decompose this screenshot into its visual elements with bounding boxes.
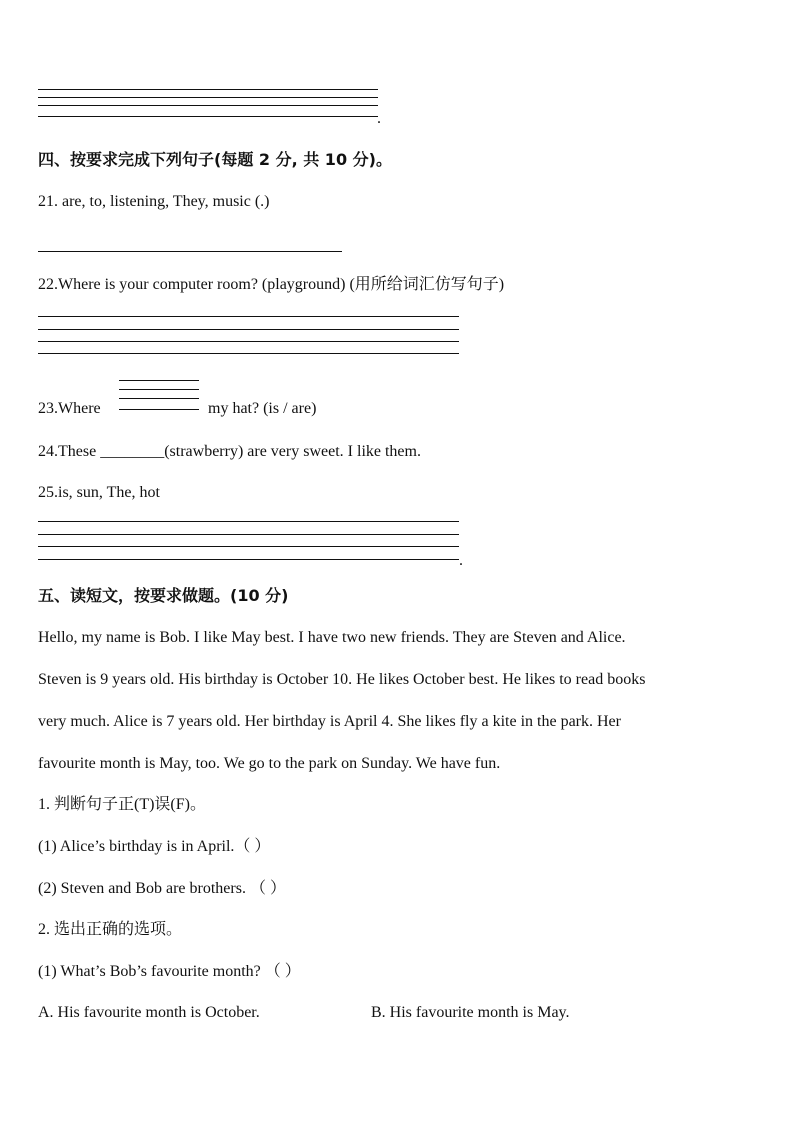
question-23-prefix: 23.Where xyxy=(38,400,101,417)
answer-line xyxy=(38,97,378,98)
answer-line-22[interactable] xyxy=(38,329,459,330)
blank-line-23[interactable] xyxy=(119,380,199,381)
answer-line-22[interactable] xyxy=(38,316,459,317)
passage-line: favourite month is May, too. We go to the park on Sunday. We have fun. xyxy=(38,755,501,772)
answer-line xyxy=(38,116,378,117)
answer-line-22[interactable] xyxy=(38,341,459,342)
passage-line: very much. Alice is 7 years old. Her birthday is April 4. She likes fly a kite in the park. Her xyxy=(38,713,621,730)
passage-line: Steven is 9 years old. His birthday is October 10. He likes October best. He likes to read books xyxy=(38,671,646,688)
question-22: 22.Where is your computer room? (playground) (用所给词汇仿写句子) xyxy=(38,276,505,293)
section5-heading: 五、读短文，按要求做题。(10 分) xyxy=(38,586,289,605)
section4-heading: 四、按要求完成下列句子(每题 2 分, 共 10 分)。 xyxy=(38,150,392,169)
answer-line xyxy=(38,105,378,106)
part2-question-1: (1) What’s Bob’s favourite month? （ ） xyxy=(38,963,301,980)
part1-item-2: (2) Steven and Bob are brothers. （ ） xyxy=(38,880,286,897)
part1-title: 1. 判断句子正(T)误(F)。 xyxy=(38,796,206,813)
question-21: 21. are, to, listening, They, music (.) xyxy=(38,193,270,210)
option-a: A. His favourite month is October. xyxy=(38,1004,260,1021)
line-end-dot: . xyxy=(459,552,463,569)
question-25: 25.is, sun, The, hot xyxy=(38,484,160,501)
passage-line: Hello, my name is Bob. I like May best. I have two new friends. They are Steven and Alice. xyxy=(38,629,626,646)
blank-line-23[interactable] xyxy=(119,409,199,410)
blank-line-23[interactable] xyxy=(119,389,199,390)
part1-item-1: (1) Alice’s birthday is in April.（ ） xyxy=(38,838,271,855)
answer-line xyxy=(38,89,378,90)
line-end-dot: . xyxy=(377,110,381,127)
answer-line-25[interactable] xyxy=(38,546,459,547)
answer-line-25[interactable] xyxy=(38,559,459,560)
question-23-suffix: my hat? (is / are) xyxy=(208,400,317,417)
option-b: B. His favourite month is May. xyxy=(371,1004,570,1021)
answer-line-21[interactable] xyxy=(38,251,342,252)
blank-line-23[interactable] xyxy=(119,398,199,399)
question-24: 24.These ________(strawberry) are very sweet. I like them. xyxy=(38,443,421,460)
answer-line-25[interactable] xyxy=(38,534,459,535)
answer-line-25[interactable] xyxy=(38,521,459,522)
part2-title: 2. 选出正确的选项。 xyxy=(38,921,183,938)
answer-line-22[interactable] xyxy=(38,353,459,354)
